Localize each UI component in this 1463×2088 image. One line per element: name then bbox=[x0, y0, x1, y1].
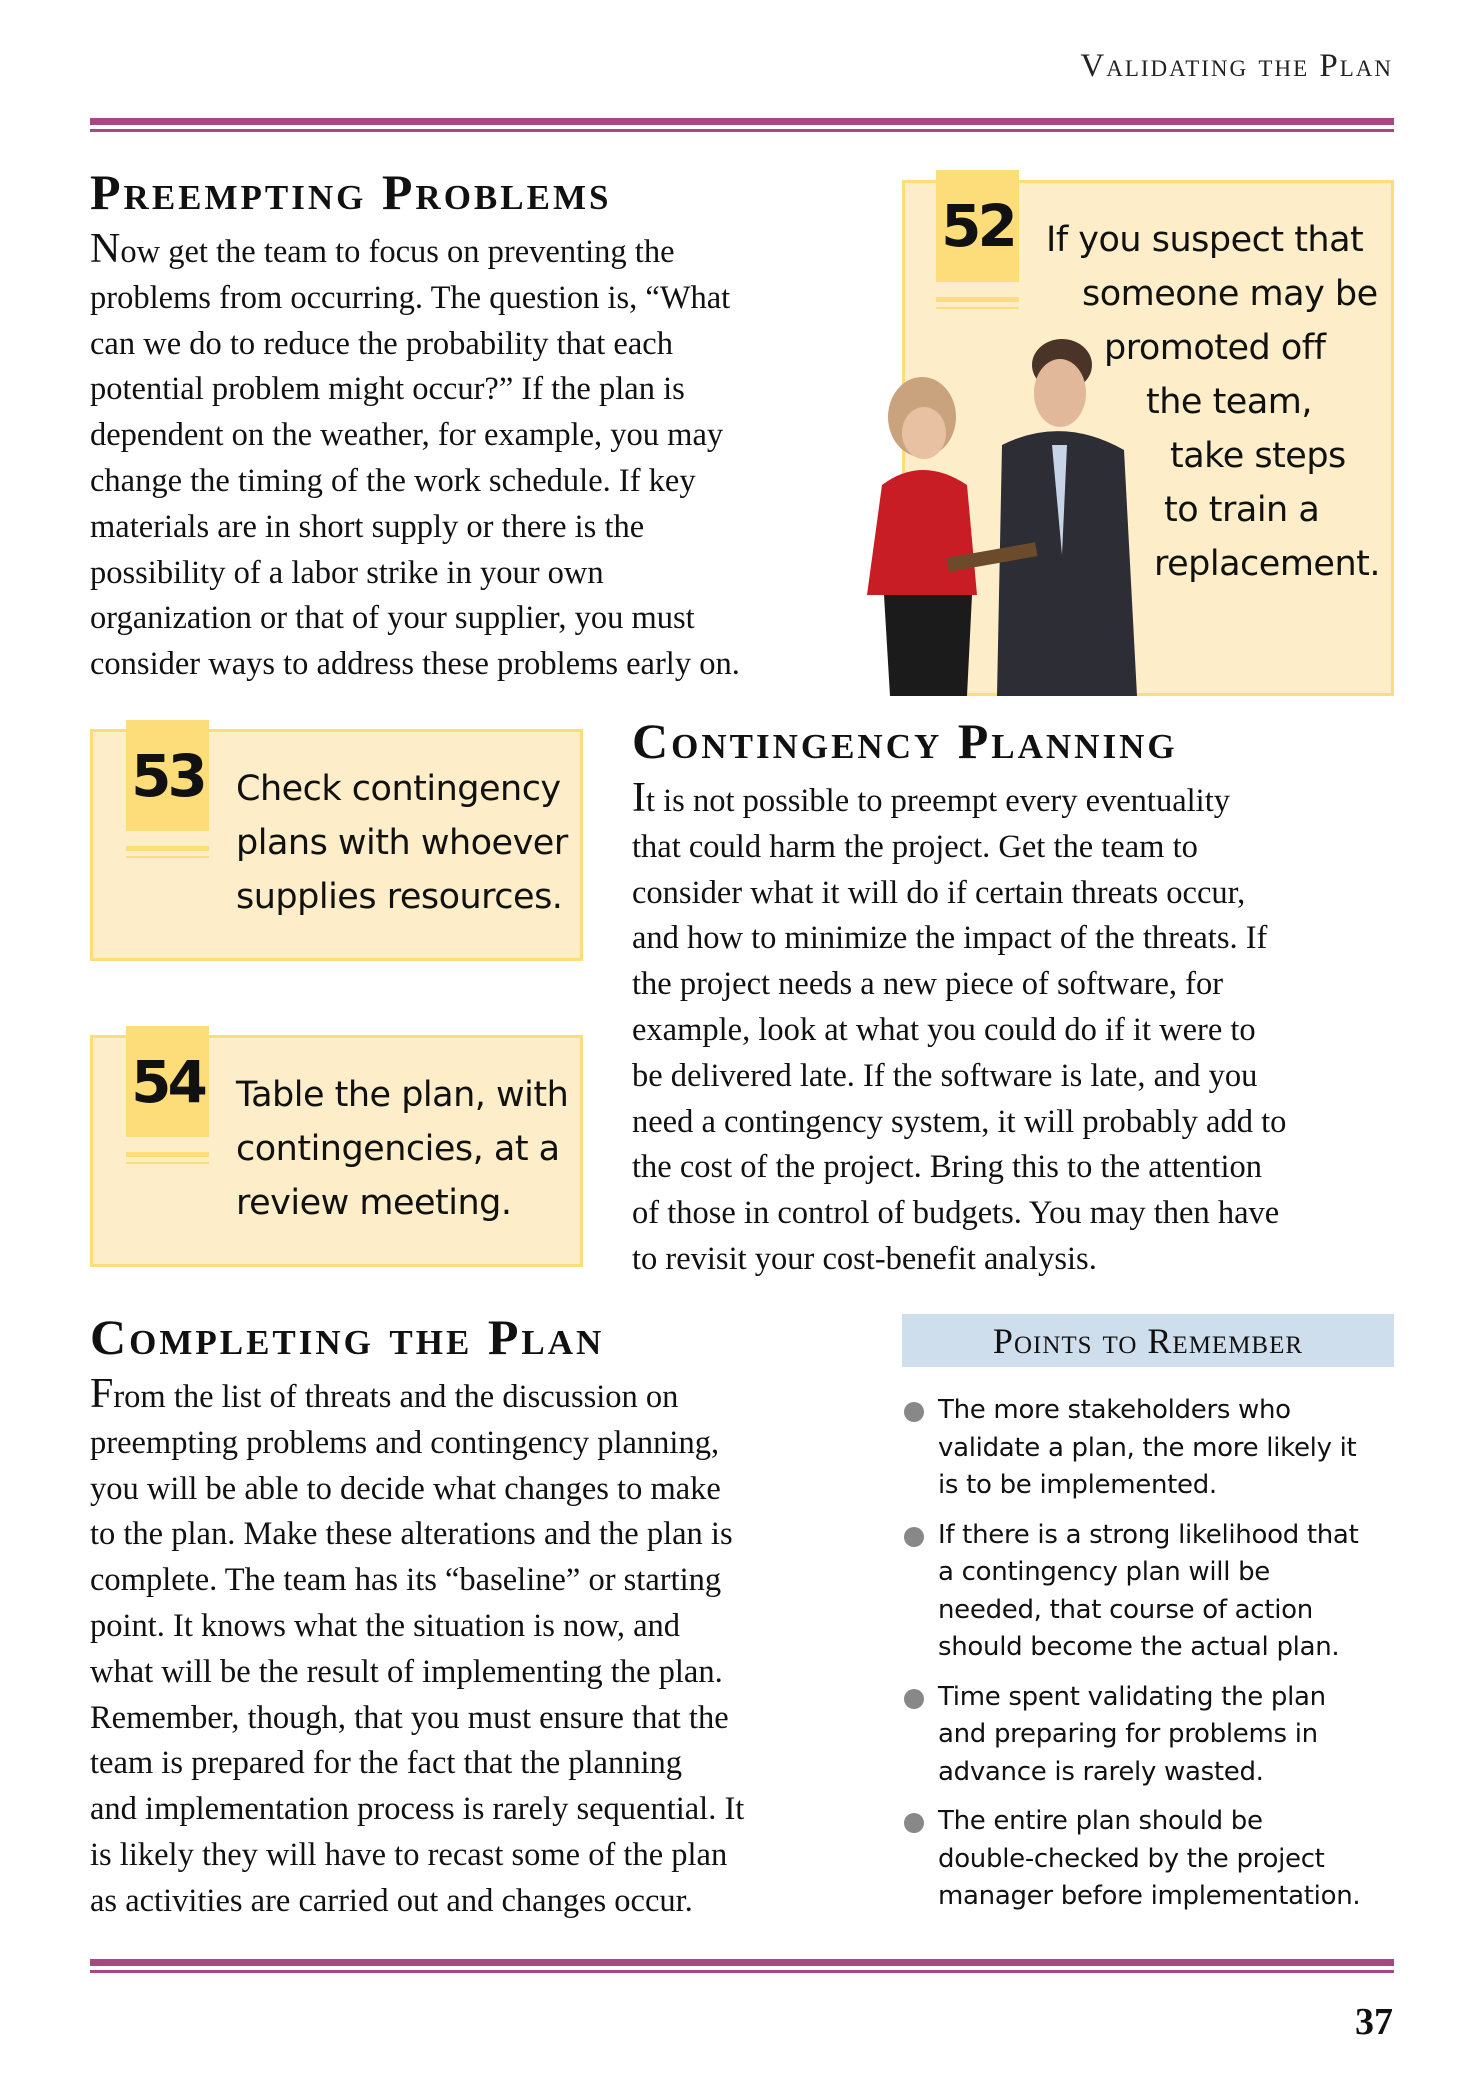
running-head: Validating the Plan bbox=[1080, 48, 1393, 84]
text-line: you will be able to decide what changes to make bbox=[90, 1470, 721, 1507]
point-line: manager before implementation. bbox=[938, 1881, 1361, 1911]
text-line: complete. The team has its “baseline” or starting bbox=[90, 1562, 722, 1599]
tab-rule bbox=[126, 1162, 209, 1164]
tab-rule bbox=[126, 1152, 209, 1157]
tip-line: the team, bbox=[1146, 382, 1312, 422]
tab-rule bbox=[126, 846, 209, 851]
text-line: review meeting. bbox=[236, 1183, 512, 1223]
tip-52-text bbox=[1046, 213, 1380, 591]
tip-line: replacement. bbox=[1154, 544, 1380, 584]
text-line: that could harm the project. Get the team to bbox=[632, 828, 1198, 865]
tip-line: promoted off bbox=[1104, 328, 1326, 368]
text-line: as activities are carried out and changes occur. bbox=[90, 1882, 693, 1919]
text-line: team is prepared for the fact that the planning bbox=[90, 1745, 682, 1782]
point-line: a contingency plan will be bbox=[938, 1557, 1271, 1587]
text-line: what will be the result of implementing the plan. bbox=[90, 1653, 723, 1690]
point-line: should become the actual plan. bbox=[938, 1632, 1340, 1662]
heading-contingency-planning: Contingency Planning bbox=[632, 713, 1178, 769]
text-line: to the plan. Make these alterations and the plan is bbox=[90, 1516, 733, 1553]
heading-completing-the-plan: Completing the Plan bbox=[90, 1309, 605, 1365]
point-line: double-checked by the project bbox=[938, 1843, 1325, 1874]
bullet-dot-icon bbox=[904, 1402, 924, 1422]
tab-rule bbox=[936, 307, 1019, 309]
text-line: to revisit your cost-benefit analysis. bbox=[632, 1240, 1097, 1277]
point-item bbox=[902, 1517, 1402, 1667]
text-line: point. It knows what the situation is now, and bbox=[90, 1607, 681, 1644]
points-list bbox=[902, 1392, 1402, 1928]
text-line: be delivered late. If the software is late, and you bbox=[632, 1057, 1258, 1094]
text-line: materials are in short supply or there is the bbox=[90, 508, 645, 545]
page-number: 37 bbox=[1355, 2001, 1393, 2043]
text-line: dependent on the weather, for example, you may bbox=[90, 417, 724, 454]
text-line: It is not possible to preempt every eventuality bbox=[632, 775, 1230, 821]
text-line: and how to minimize the impact of the threats. If bbox=[632, 920, 1268, 957]
contingency-body bbox=[632, 776, 1286, 1283]
tab-rule bbox=[126, 856, 209, 858]
point-line: and preparing for problems in bbox=[938, 1719, 1318, 1749]
text-line: Table the plan, with bbox=[236, 1075, 569, 1115]
tip-line: someone may be bbox=[1082, 274, 1378, 314]
text-line: can we do to reduce the probability that each bbox=[90, 325, 673, 362]
point-line: The more stakeholders who bbox=[938, 1395, 1291, 1425]
tip-53-text bbox=[236, 762, 568, 924]
text-line: Check contingency bbox=[236, 769, 561, 809]
text-line: plans with whoever bbox=[236, 823, 568, 863]
preempting-body bbox=[90, 227, 740, 688]
tip-line: If you suspect that bbox=[1046, 220, 1364, 260]
tip-54-text bbox=[236, 1068, 568, 1230]
tip-line: to train a bbox=[1164, 490, 1320, 530]
point-item bbox=[902, 1803, 1402, 1916]
bullet-dot-icon bbox=[904, 1527, 924, 1547]
text-line: preempting problems and contingency planning, bbox=[90, 1424, 720, 1461]
point-line: The entire plan should be bbox=[938, 1806, 1263, 1836]
text-line: is likely they will have to recast some of the plan bbox=[90, 1836, 728, 1873]
tab-rule bbox=[936, 297, 1019, 302]
tip-line: take steps bbox=[1170, 436, 1346, 476]
tip-number: 53 bbox=[126, 720, 209, 831]
text-line: Remember, though, that you must ensure that the bbox=[90, 1699, 729, 1736]
text-line: Now get the team to focus on preventing the bbox=[90, 226, 675, 272]
header-rule-thin bbox=[90, 129, 1394, 132]
text-line: consider ways to address these problems early on. bbox=[90, 646, 740, 683]
text-line: potential problem might occur?” If the plan is bbox=[90, 371, 685, 408]
text-line: of those in control of budgets. You may then have bbox=[632, 1195, 1280, 1232]
point-line: validate a plan, the more likely it bbox=[938, 1432, 1357, 1463]
text-line: and implementation process is rarely sequential. It bbox=[90, 1791, 745, 1828]
point-line: Time spent validating the plan bbox=[938, 1681, 1326, 1712]
text-line: supplies resources. bbox=[236, 877, 563, 917]
points-to-remember-title: Points to Remember bbox=[902, 1314, 1394, 1367]
footer-rule-thin bbox=[90, 1970, 1394, 1973]
tip-number: 54 bbox=[126, 1026, 209, 1137]
text-line: change the timing of the work schedule. If key bbox=[90, 462, 696, 499]
text-line: need a contingency system, it will probably add to bbox=[632, 1103, 1287, 1140]
bullet-dot-icon bbox=[904, 1689, 924, 1709]
text-line: example, look at what you could do if it were to bbox=[632, 1011, 1256, 1048]
footer-rule-thick bbox=[90, 1959, 1394, 1966]
header-rule-thick bbox=[90, 118, 1394, 125]
bullet-dot-icon bbox=[904, 1813, 924, 1833]
text-line: possibility of a labor strike in your own bbox=[90, 554, 604, 591]
point-line: advance is rarely wasted. bbox=[938, 1756, 1264, 1787]
text-line: the cost of the project. Bring this to the attention bbox=[632, 1149, 1263, 1186]
point-item bbox=[902, 1679, 1402, 1792]
completing-body bbox=[90, 1372, 744, 1925]
point-item bbox=[902, 1392, 1402, 1505]
text-line: consider what it will do if certain threats occur, bbox=[632, 874, 1246, 911]
point-line: If there is a strong likelihood that bbox=[938, 1519, 1359, 1550]
text-line: the project needs a new piece of software, for bbox=[632, 966, 1224, 1003]
tip-number: 52 bbox=[936, 170, 1019, 282]
point-line: needed, that course of action bbox=[938, 1594, 1313, 1625]
text-line: problems from occurring. The question is, “What bbox=[90, 279, 731, 316]
heading-preempting-problems: Preempting Problems bbox=[90, 164, 612, 220]
text-line: contingencies, at a bbox=[236, 1129, 560, 1169]
point-line: is to be implemented. bbox=[938, 1470, 1217, 1500]
text-line: From the list of threats and the discussion on bbox=[90, 1371, 679, 1417]
text-line: organization or that of your supplier, you must bbox=[90, 600, 695, 637]
